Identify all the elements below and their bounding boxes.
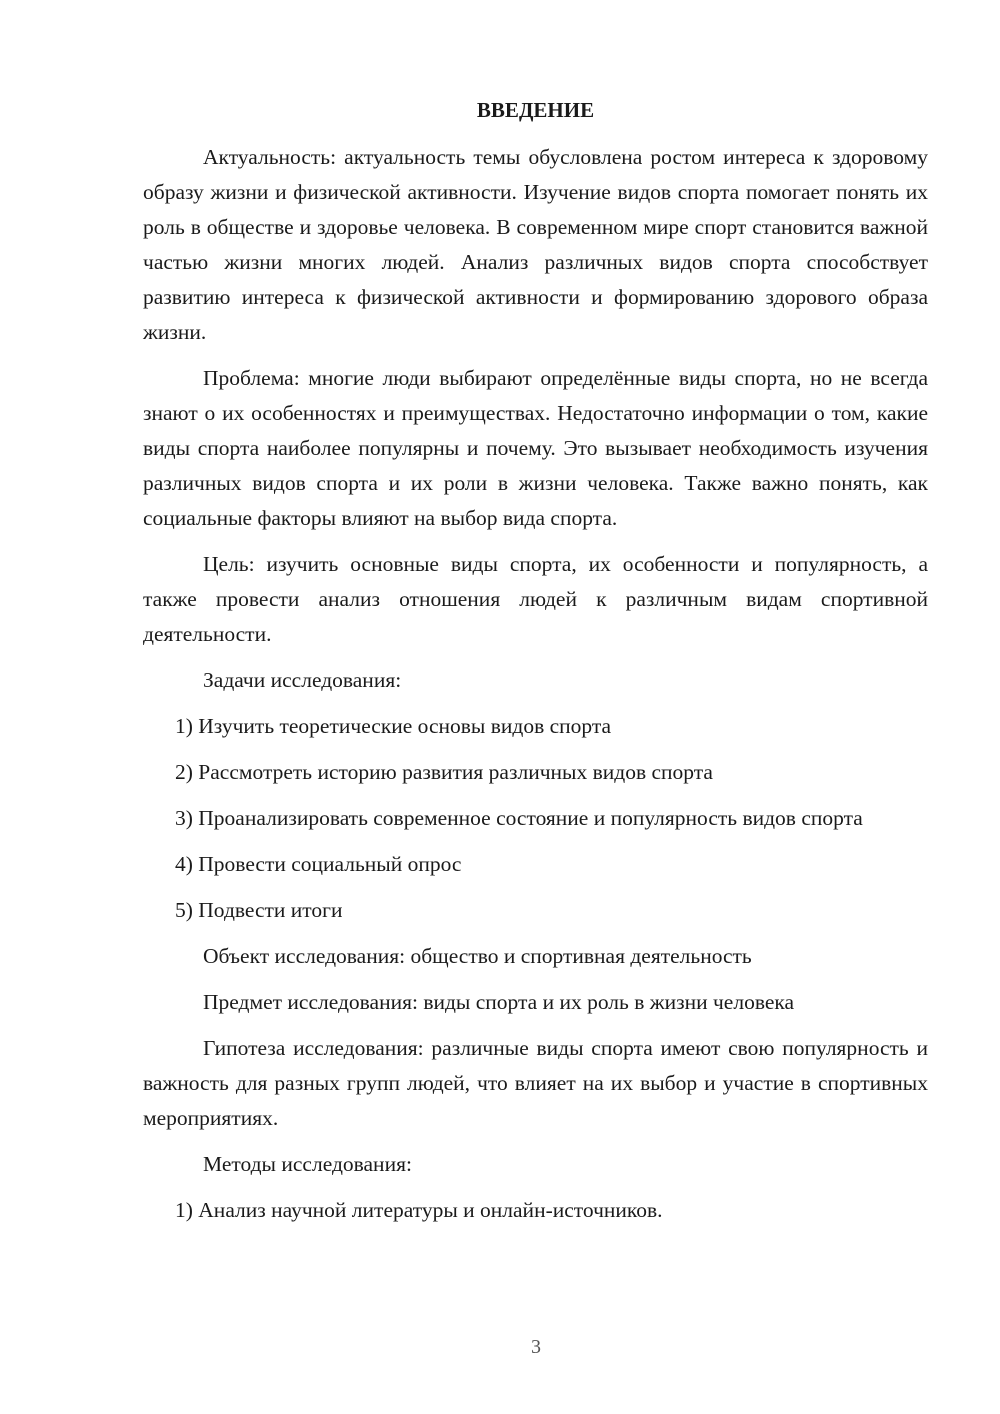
methods-heading: Методы исследования: [203, 1152, 412, 1176]
task-item-4: 4) Провести социальный опрос [175, 852, 462, 876]
research-object: Объект исследования: общество и спортивная деятельность [203, 944, 752, 968]
task-item-3: 3) Проанализировать современное состояние и популярность видов спорта [175, 806, 863, 830]
task-item-5: 5) Подвести итоги [175, 898, 343, 922]
page-title: ВВЕДЕНИЕ [476, 98, 595, 122]
goal-paragraph: Цель: изучить основные виды спорта, их особенности и популярность, а также провести анализ отношения людей к различным видам спортивной деятельности. [143, 552, 928, 646]
relevance-paragraph: Актуальность: актуальность темы обусловлена ростом интереса к здоровому образу жизни и физической активности. Изучение видов спорта помогает понять их роль в обществе и здоровье человека. В современном мире спорт становится важной частью жизни многих людей. Анализ различных видов спорта способствует развитию интереса к физической активности и формированию здорового образа жизни. [143, 145, 928, 344]
task-item-1: 1) Изучить теоретические основы видов спорта [175, 714, 612, 738]
method-item-1: 1) Анализ научной литературы и онлайн-источников. [175, 1198, 663, 1222]
page-content [143, 96, 928, 1239]
task-item-2: 2) Рассмотреть историю развития различных видов спорта [175, 760, 713, 784]
hypothesis-paragraph: Гипотеза исследования: различные виды спорта имеют свою популярность и важность для разных групп людей, что влияет на их выбор и участие в спортивных мероприятиях. [143, 1036, 928, 1130]
page-number: 3 [531, 1336, 541, 1358]
tasks-heading: Задачи исследования: [203, 668, 402, 692]
problem-paragraph: Проблема: многие люди выбирают определённые виды спорта, но не всегда знают о их особенностях и преимуществах. Недостаточно информации о том, какие виды спорта наиболее популярны и почему. Это вызывает необходимость изучения различных видов спорта и их роли в жизни человека. Также важно понять, как социальные факторы влияют на выбор вида спорта. [143, 366, 928, 530]
research-subject: Предмет исследования: виды спорта и их роль в жизни человека [203, 990, 795, 1014]
